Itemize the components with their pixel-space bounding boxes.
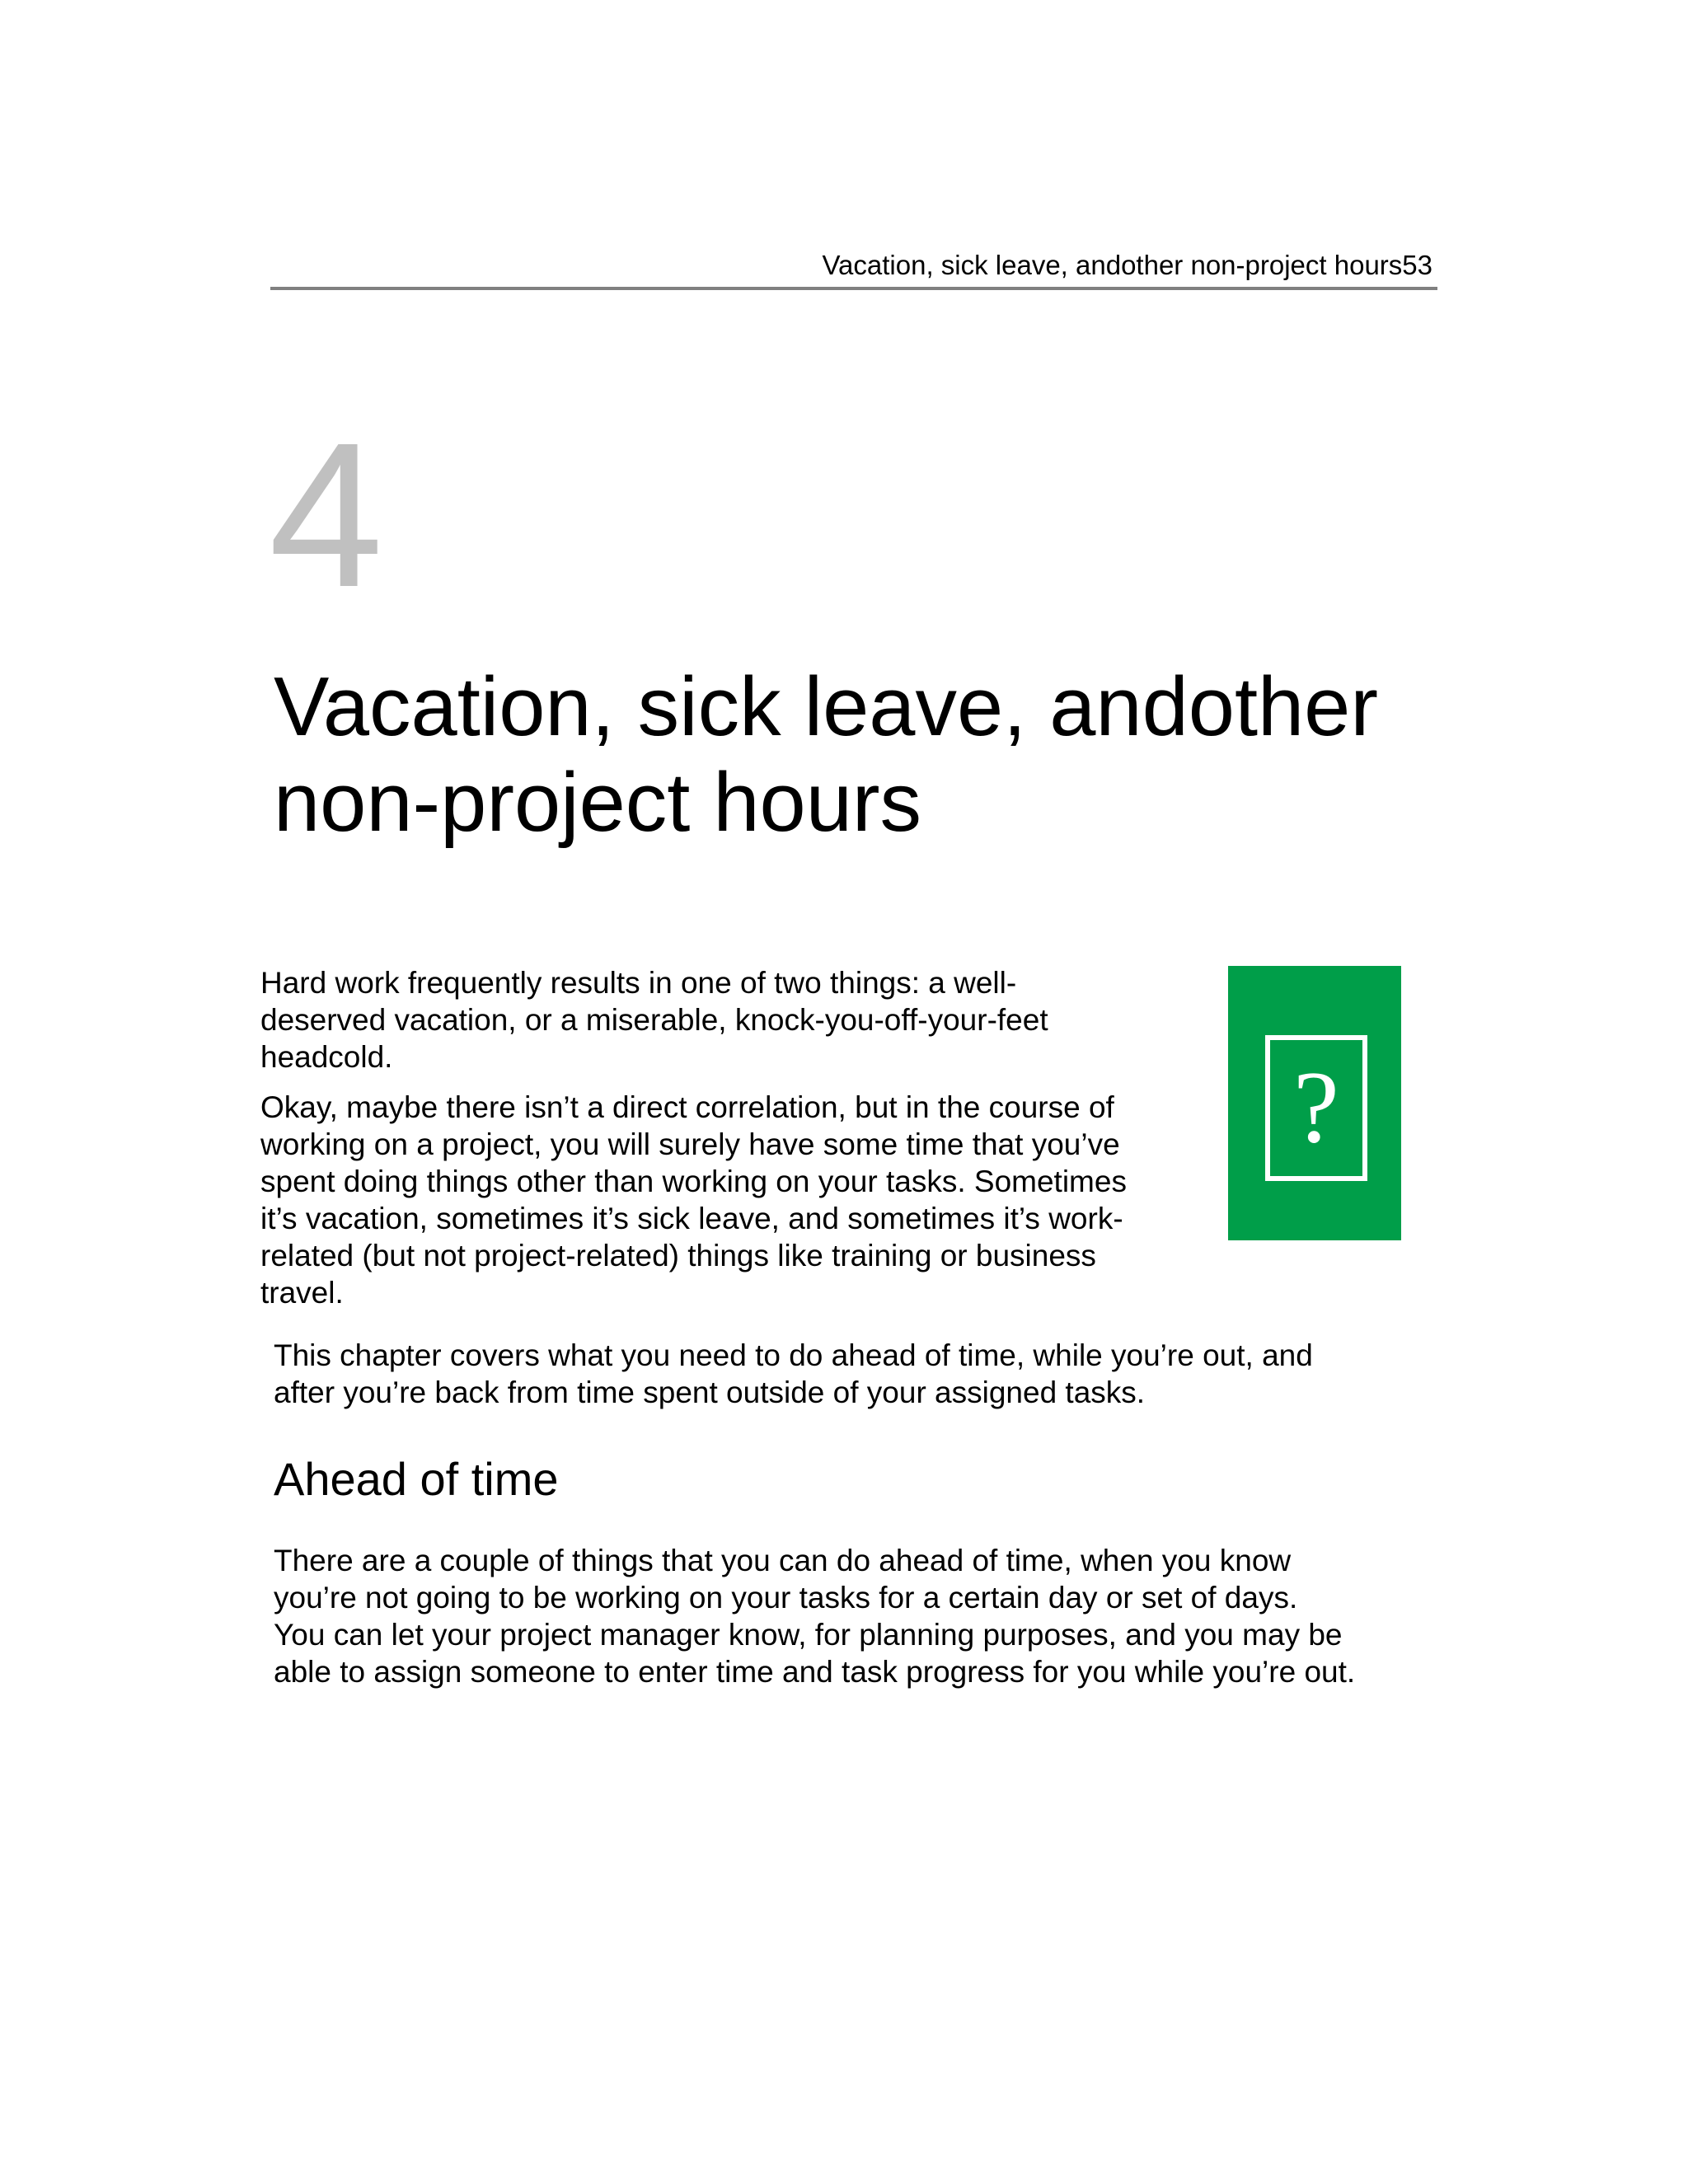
ahead-line-1: There are a couple of things that you can do ahead of time, when you know	[274, 1544, 1292, 1577]
chapter-title	[274, 659, 1510, 851]
ahead-line-3: You can let your project manager know, for planning purposes, and you may be	[274, 1618, 1343, 1652]
tip-box	[1228, 966, 1401, 1240]
section-heading-ahead-of-time: Ahead of time	[274, 1453, 559, 1505]
question-mark-icon: ?	[1265, 1035, 1367, 1181]
intro-paragraph-2	[260, 1089, 1200, 1311]
coverage-line-1: This chapter covers what you need to do ahead of time, while you’re out, and	[274, 1338, 1313, 1372]
running-header-title: Vacation, sick leave, andother non-project hours53	[822, 250, 1432, 280]
coverage-line-2: after you’re back from time spent outside of your assigned tasks.	[274, 1376, 1146, 1409]
ahead-line-4: able to assign someone to enter time and task progress for you while you’re out.	[274, 1655, 1356, 1689]
intro-p2-line-4: it’s vacation, sometimes it’s sick leave, and sometimes it’s work-	[260, 1202, 1123, 1235]
intro-p2-line-3: spent doing things other than working on your tasks. Sometimes	[260, 1165, 1127, 1198]
intro-paragraph-1	[260, 964, 1200, 1076]
chapter-number: 4	[269, 400, 384, 630]
ahead-line-2: you’re not going to be working on your tasks for a certain day or set of days.	[274, 1581, 1298, 1615]
intro-p1-line-1: Hard work frequently results in one of two things: a well-	[260, 966, 1017, 1000]
chapter-title-line-1: Vacation, sick leave, andother	[274, 661, 1378, 753]
chapter-intro	[260, 964, 1200, 1324]
intro-p1-line-2: deserved vacation, or a miserable, knock-you-off-your-feet	[260, 1003, 1048, 1037]
intro-p2-line-6: travel.	[260, 1276, 344, 1310]
intro-p1-line-3: headcold.	[260, 1040, 393, 1074]
intro-p2-line-1: Okay, maybe there isn’t a direct correlation, but in the course of	[260, 1090, 1114, 1124]
intro-p2-line-5: related (but not project-related) things like training or business	[260, 1239, 1096, 1272]
running-header	[270, 246, 1437, 290]
ahead-of-time-paragraph	[274, 1542, 1444, 1690]
chapter-title-line-2: non-project hours	[274, 757, 922, 849]
intro-p2-line-2: working on a project, you will surely have some time that you’ve	[260, 1127, 1120, 1161]
chapter-coverage-paragraph	[274, 1337, 1444, 1411]
